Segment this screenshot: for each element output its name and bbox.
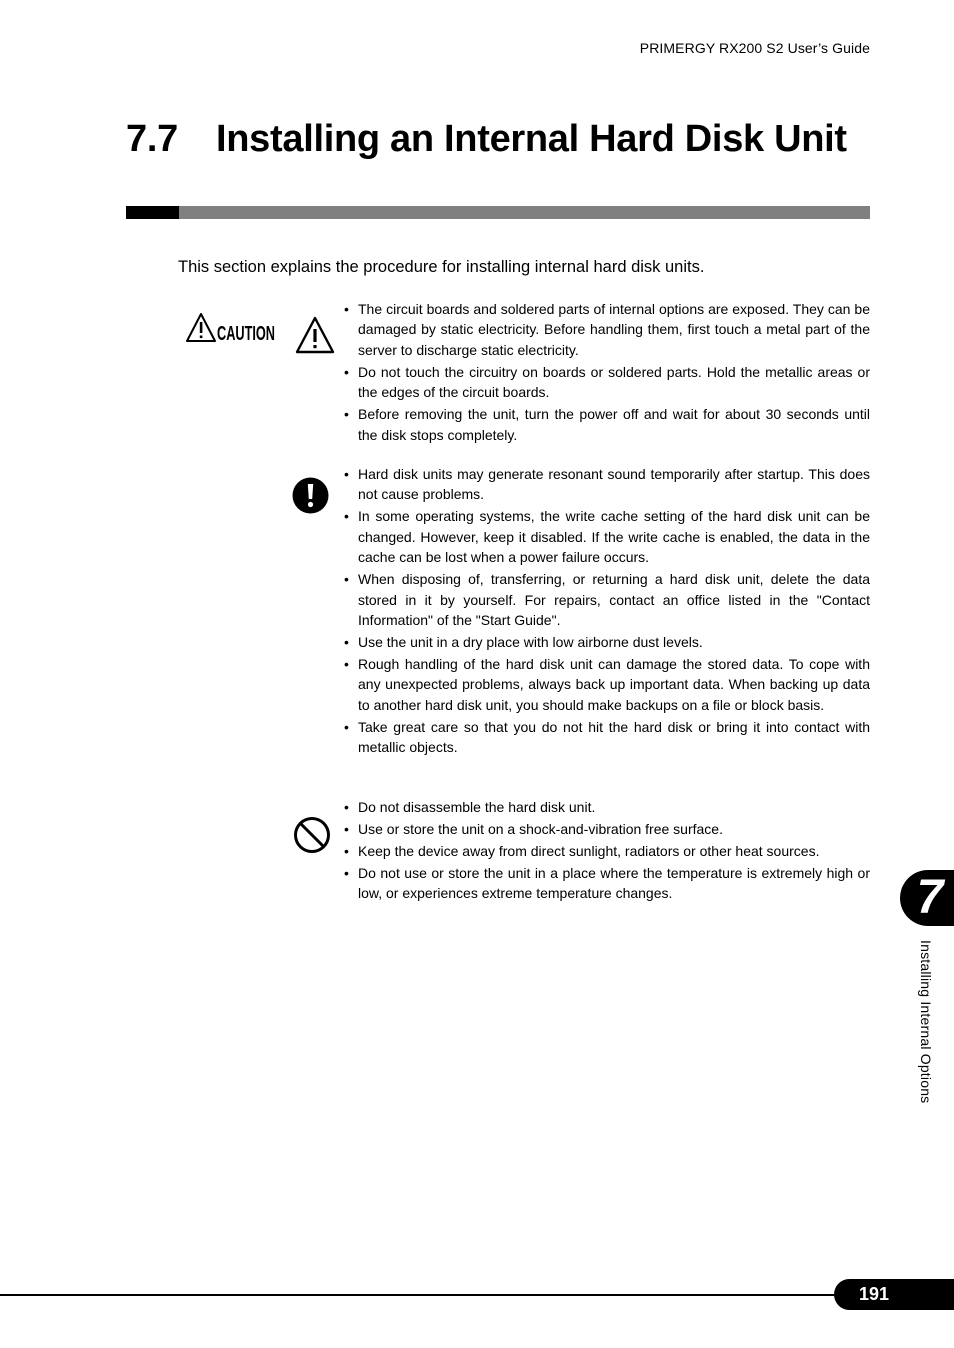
page-number: 191 xyxy=(858,1284,890,1304)
caution-label-icon xyxy=(186,312,278,344)
list-item: • In some operating systems, the write cache setting of the hard disk unit can be changed. However, keep it disabled. If the write cache is enabled, the data in the cache can be lost when a power failure occurs. xyxy=(344,506,870,567)
list-item: • When disposing of, transferring, or returning a hard disk unit, delete the data stored in it by yourself. For repairs, contact an office listed in the "Contact Information" of the "Start Guide". xyxy=(344,569,870,630)
list-item: • Do not use or store the unit in a place where the temperature is extremely high or low, or experiences extreme temperature changes. xyxy=(344,863,870,904)
list-item: • Do not disassemble the hard disk unit. xyxy=(344,797,870,817)
list-item: • Before removing the unit, turn the power off and wait for about 30 seconds until the disk stops completely. xyxy=(344,404,870,445)
chapter-side-label: Installing Internal Options xyxy=(918,940,934,1104)
section-number: 7.7 xyxy=(126,118,178,160)
running-header: PRIMERGY RX200 S2 User’s Guide xyxy=(639,40,870,56)
section-title xyxy=(126,120,870,158)
warning-triangle-icon xyxy=(294,315,336,355)
prohibition-icon xyxy=(293,816,331,854)
chapter-number: 7 xyxy=(916,871,944,924)
title-underline-accent xyxy=(126,206,179,219)
title-underline-bar xyxy=(126,206,870,219)
page-number-tab xyxy=(834,1279,954,1310)
list-item: • Do not touch the circuitry on boards or soldered parts. Hold the metallic areas or the edges of the circuit boards. xyxy=(344,362,870,403)
mandatory-list xyxy=(344,464,870,758)
caution-label-text: CAUTION xyxy=(217,323,275,345)
list-item: • Take great care so that you do not hit the hard disk or bring it into contact with metallic objects. xyxy=(344,717,870,758)
section-name: Installing an Internal Hard Disk Unit xyxy=(216,118,847,160)
caution-block xyxy=(344,299,870,447)
list-item: • The circuit boards and soldered parts of internal options are exposed. They can be damaged by static electricity. Before handling them, first touch a metal part of the server to discharge static electricity. xyxy=(344,299,870,360)
list-item: • Use the unit in a dry place with low airborne dust levels. xyxy=(344,632,870,652)
caution-list xyxy=(344,299,870,445)
list-item: • Use or store the unit on a shock-and-vibration free surface. xyxy=(344,819,870,839)
list-item: • Rough handling of the hard disk unit can damage the stored data. To cope with any unexpected problems, always back up important data. When backing up data to another hard disk unit, you should make backups on a file or block basis. xyxy=(344,654,870,715)
prohibited-block xyxy=(344,797,870,905)
prohibited-list xyxy=(344,797,870,904)
exclamation-circle-icon xyxy=(292,477,329,514)
intro-paragraph: This section explains the procedure for installing internal hard disk units. xyxy=(178,258,705,276)
footer-rule xyxy=(0,1294,840,1296)
list-item: • Hard disk units may generate resonant sound temporarily after startup. This does not cause problems. xyxy=(344,464,870,505)
mandatory-block xyxy=(344,464,870,759)
list-item: • Keep the device away from direct sunlight, radiators or other heat sources. xyxy=(344,841,870,861)
chapter-tab xyxy=(900,870,954,926)
